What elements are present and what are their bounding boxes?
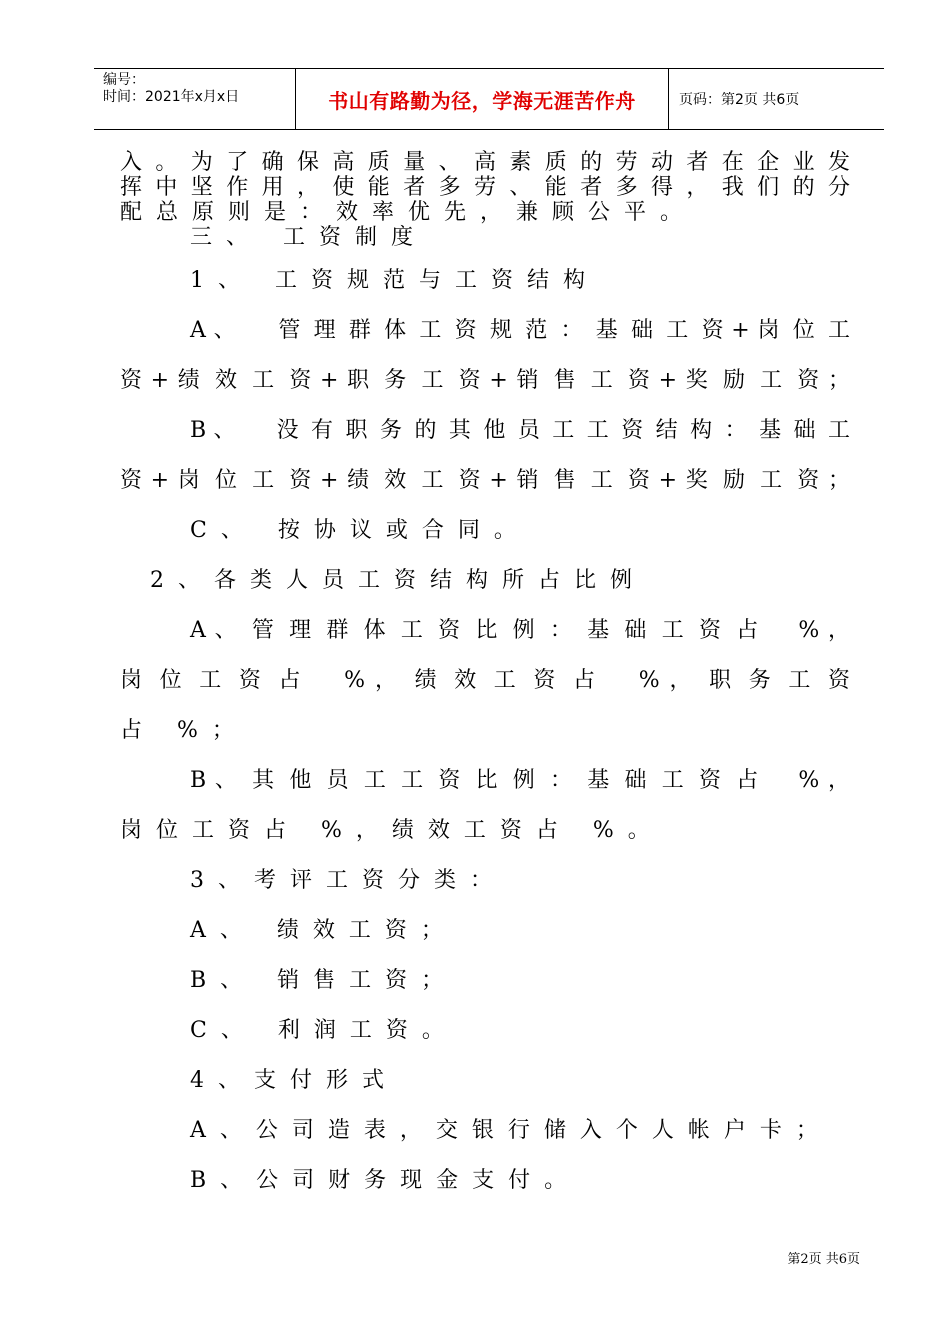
item-heading: 1、 工资规范与工资结构 — [190, 268, 599, 293]
item-line: A、 绩效工资； — [190, 918, 457, 943]
document-header — [94, 68, 884, 130]
item-line: 占 %； — [120, 718, 248, 743]
intro-line: 挥 中 坚 作 用 ， 使 能 者 多 劳 、 能 者 多 得 ， 我 们 的 分 — [120, 175, 850, 200]
item-line: 岗位工资占 %，绩效工资占 %。 — [120, 818, 664, 843]
item-line: C、 利润工资。 — [190, 1018, 458, 1043]
item-line: A 、 管 理 群 体 工 资 规 范 ： 基 础 工 资 + 岗 位 工 — [190, 318, 850, 343]
header-page-info: 页码：第2页 共6页 — [679, 92, 800, 108]
item-heading: 4、支付形式 — [190, 1068, 398, 1093]
item-line: A 、 管 理 群 体 工 资 比 例 ： 基 础 工 资 占 % ， — [190, 618, 850, 643]
item-line: 资 + 岗 位 工 资 + 绩 效 工 资 + 销 售 工 资 + 奖 励 工 资 ； — [120, 468, 850, 493]
page-footer: 第2页 共6页 — [787, 1252, 860, 1267]
item-line: 岗 位 工 资 占 % ， 绩 效 工 资 占 % ， 职 务 工 资 — [120, 668, 850, 693]
time-label: 时间：2021年x月x日 — [103, 89, 240, 105]
header-motto: 书山有路勤为径，学海无涯苦作舟 — [296, 69, 669, 129]
item-line: B 、 没 有 职 务 的 其 他 员 工 工 资 结 构 ： 基 础 工 — [190, 418, 850, 443]
item-line: B、公司财务现金支付。 — [190, 1168, 581, 1193]
item-line: B 、 其 他 员 工 工 资 比 例 ： 基 础 工 资 占 % ， — [190, 768, 850, 793]
header-meta-cell — [94, 69, 296, 129]
item-line: C、 按协议或合同。 — [190, 518, 530, 543]
item-heading: 2、各类人员工资结构所占比例 — [150, 568, 646, 593]
document-body — [120, 150, 850, 1206]
item-line: B、 销售工资； — [190, 968, 458, 993]
item-heading: 3、考评工资分类： — [190, 868, 506, 893]
section-heading: 三、 工资制度 — [190, 225, 427, 250]
intro-line: 配总原则是：效率优先，兼顾公平。 — [120, 200, 697, 225]
intro-line: 入 。 为 了 确 保 高 质 量 、 高 素 质 的 劳 动 者 在 企 业 发 — [120, 150, 850, 175]
item-line: 资 + 绩 效 工 资 + 职 务 工 资 + 销 售 工 资 + 奖 励 工 资 ； — [120, 368, 850, 393]
item-line: A、公司造表，交银行储入个人帐户卡； — [190, 1118, 832, 1143]
code-label: 编号： — [103, 72, 145, 88]
